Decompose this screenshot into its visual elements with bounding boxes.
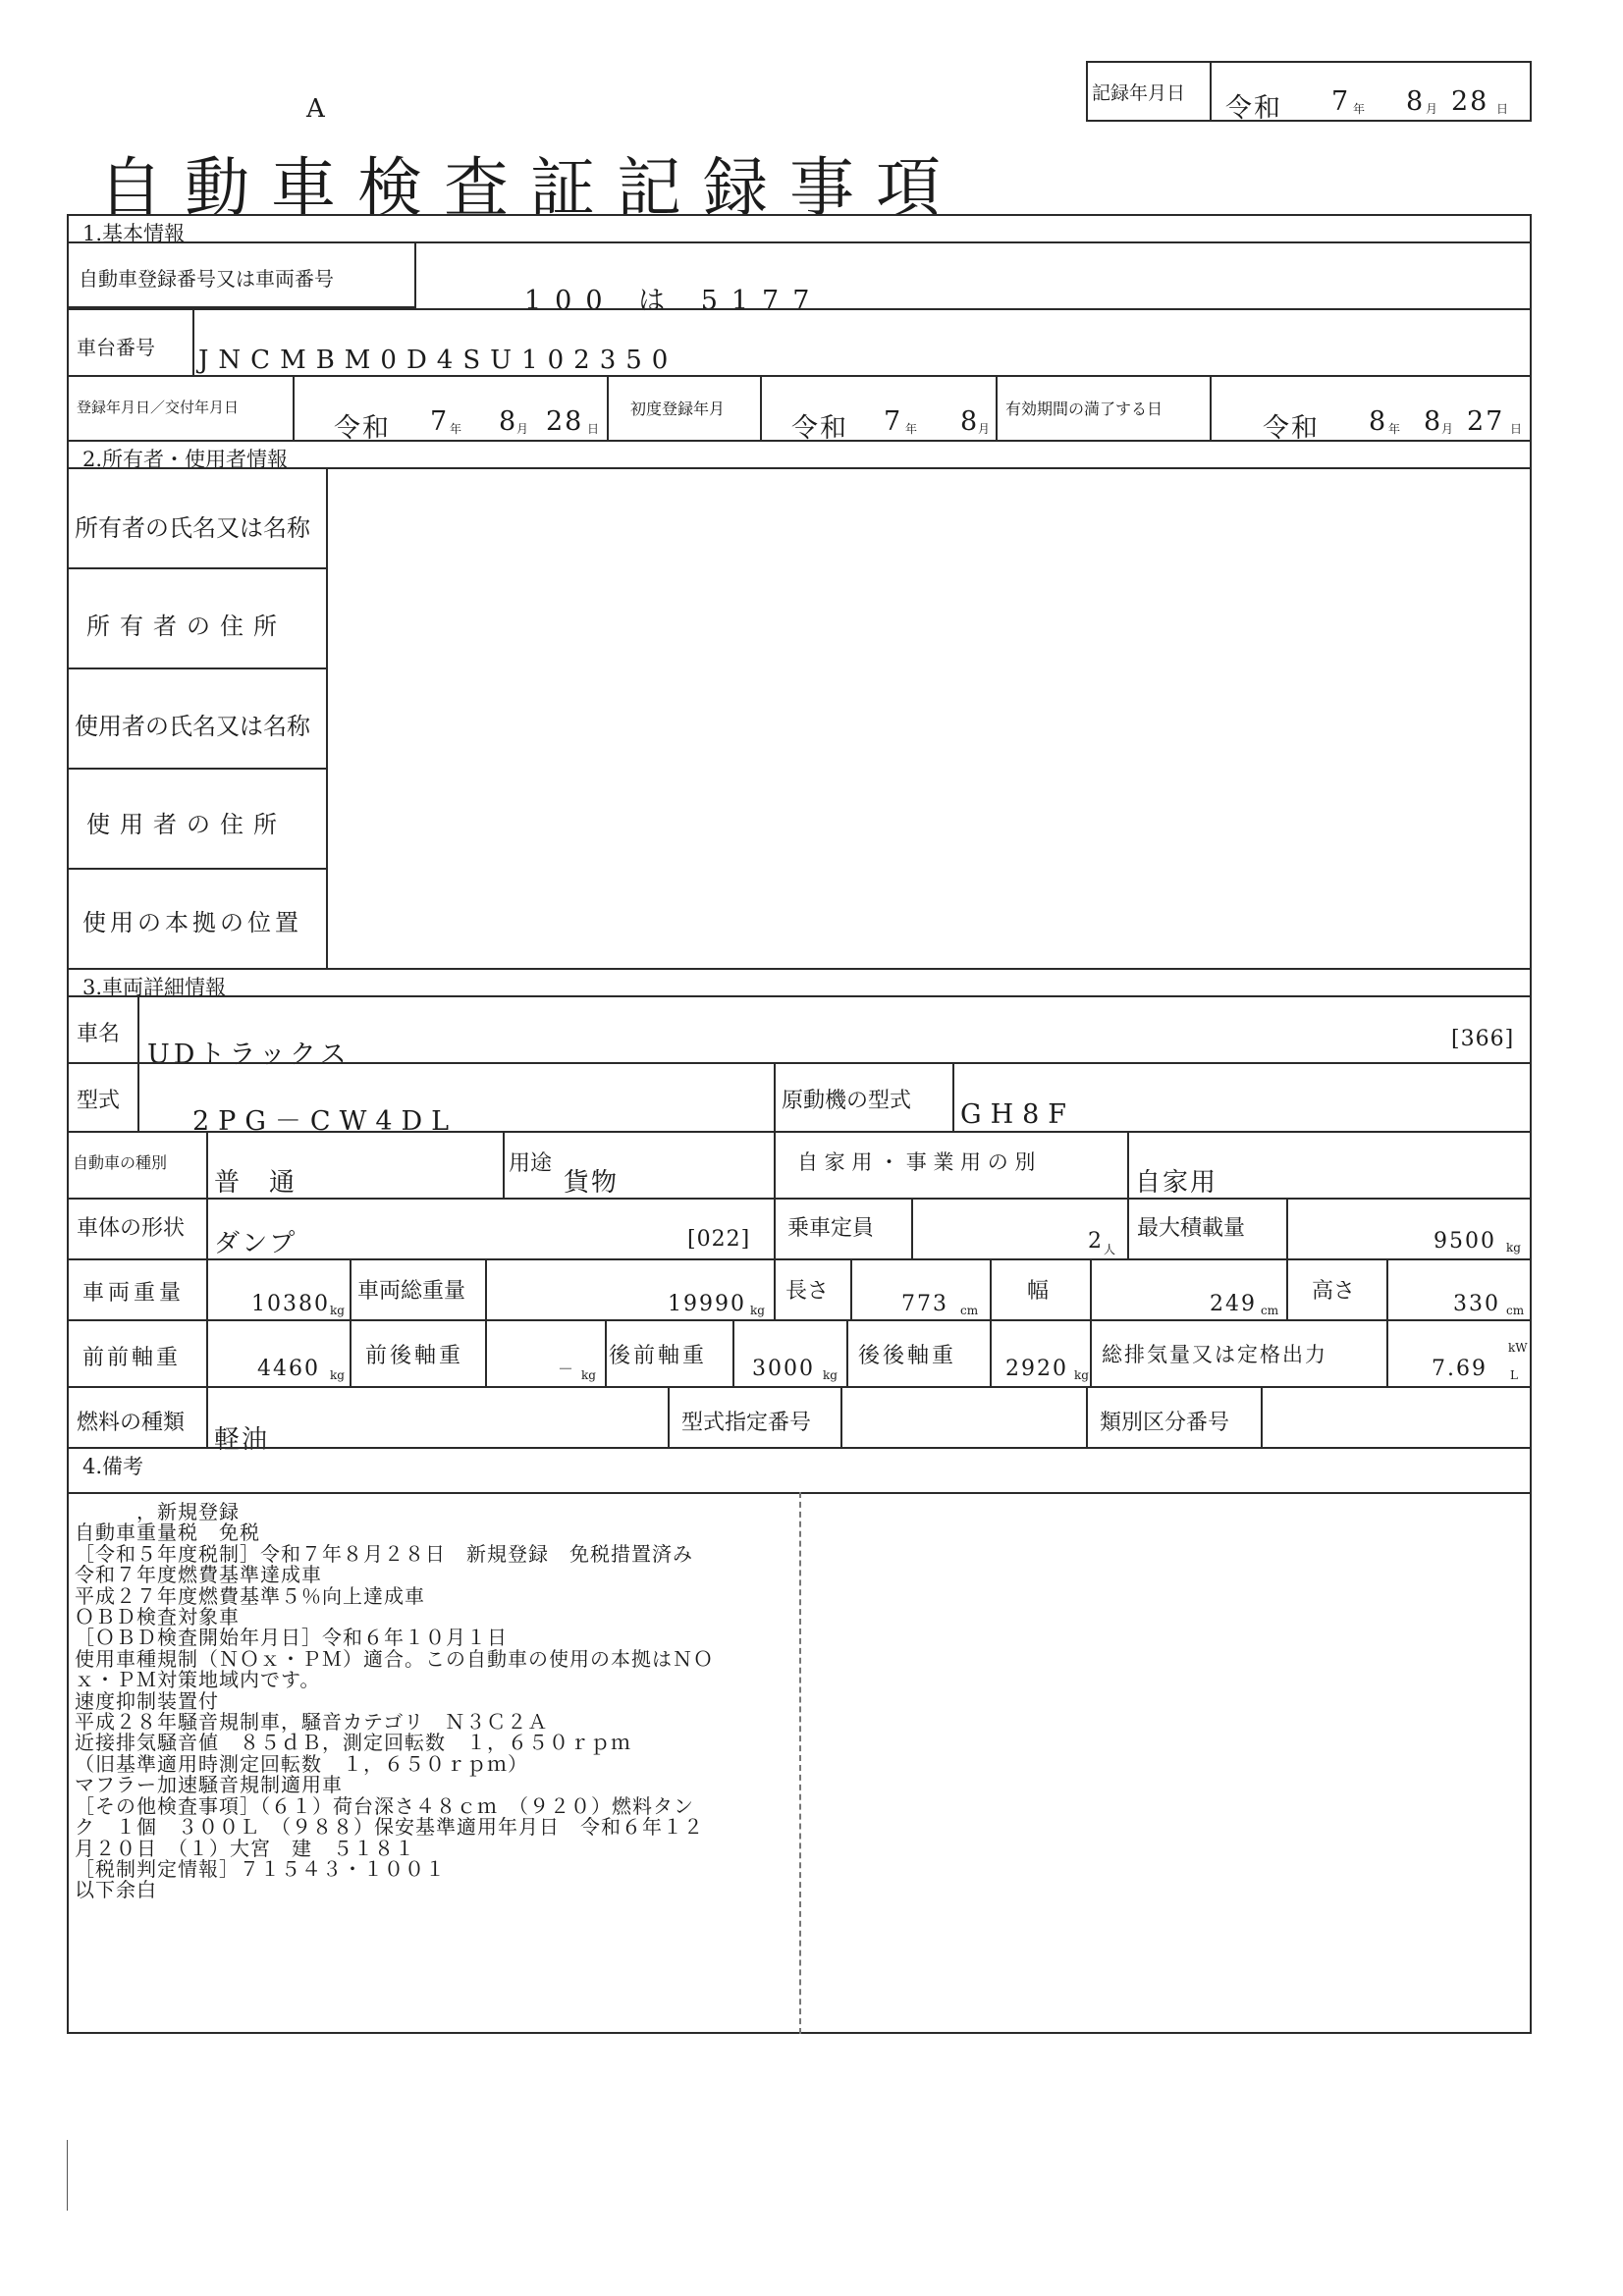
section-vehicle: 3.車両詳細情報 xyxy=(82,976,227,999)
car-name-code: [366] xyxy=(1451,1027,1515,1051)
user-name-label: 使用者の氏名又は名称 xyxy=(75,713,310,740)
remarks-line: マフラー加速騒音規制適用車 xyxy=(75,1773,343,1797)
section-owner: 2.所有者・使用者情報 xyxy=(82,448,289,471)
record-date-day: 28 xyxy=(1451,86,1489,117)
remarks-line: 使用車種規制（ＮＯｘ・ＰＭ）適合。この自動車の使用の本拠はＮＯ xyxy=(75,1646,714,1671)
reg-number-label: 自動車登録番号又は車両番号 xyxy=(79,267,334,291)
expiry-label: 有効期間の満了する日 xyxy=(1005,400,1163,418)
front-front-axle-label: 前前軸重 xyxy=(82,1346,182,1370)
regdate-label: 登録年月日／交付年月日 xyxy=(77,399,240,416)
front-rear-axle-label: 前後軸重 xyxy=(365,1344,464,1368)
body-label: 車体の形状 xyxy=(77,1216,186,1241)
use-value: 貨物 xyxy=(564,1168,620,1198)
remarks-line: ［税制判定情報］７１５４３・１００１ xyxy=(75,1856,446,1881)
gross-weight-label: 車両総重量 xyxy=(357,1279,466,1304)
record-date-year: 7 xyxy=(1331,86,1351,117)
car-name-label: 車名 xyxy=(77,1022,121,1046)
remarks-line: 速度抑制装置付 xyxy=(75,1688,219,1713)
weight-value: 10380 xyxy=(251,1292,330,1316)
remarks-line: ［ＯＢＤ検査開始年月日］令和６年１０月１日 xyxy=(75,1626,508,1650)
record-date-month: 8 xyxy=(1406,86,1426,117)
engine-label: 原動機の型式 xyxy=(782,1089,912,1113)
private-value: 自家用 xyxy=(1135,1168,1218,1198)
chassis-value: JNCMBM0D4SU102350 xyxy=(198,346,678,375)
reg-number-value: 100 は 5177 xyxy=(524,286,824,316)
remarks-line: 以下余白 xyxy=(75,1878,157,1902)
fuel-value: 軽油 xyxy=(214,1425,270,1455)
remarks-line: 月２０日 （１）大宮 建 ５１８１ xyxy=(75,1836,415,1860)
user-address-label: 使用者の住所 xyxy=(86,811,287,838)
model-value: 2PG－CW4DL xyxy=(192,1106,459,1137)
remarks-line: 自動車重量税 免税 xyxy=(75,1521,260,1545)
weight-label: 車両重量 xyxy=(82,1281,186,1306)
document-mark: A xyxy=(306,94,325,124)
remarks-line: ＯＢＤ検査対象車 xyxy=(75,1605,240,1629)
use-label: 用途 xyxy=(509,1151,553,1176)
gross-weight-value: 19990 xyxy=(668,1292,746,1316)
height-value: 330 xyxy=(1453,1292,1500,1316)
rear-rear-axle-value: 2920 xyxy=(1005,1357,1068,1381)
remarks-line: ［令和５年度税制］令和７年８月２８日 新規登録 免税措置済み xyxy=(75,1541,693,1566)
private-label: 自 家 用 ・ 事 業 用 の 別 xyxy=(797,1150,1036,1174)
rear-front-axle-value: 3000 xyxy=(752,1357,815,1381)
base-location-label: 使用の本拠の位置 xyxy=(82,909,302,936)
record-date-label: 記録年月日 xyxy=(1092,82,1186,104)
remarks-line: 近接排気騒音値 ８５ｄＢ，測定回転数 １，６５０ｒｐｍ xyxy=(75,1731,631,1755)
margin-mark xyxy=(67,2140,68,2211)
maxload-label: 最大積載量 xyxy=(1137,1216,1246,1241)
rear-rear-axle-label: 後後軸重 xyxy=(858,1344,957,1368)
capacity-value: 2 xyxy=(1088,1229,1104,1254)
front-front-axle-value: 4460 xyxy=(257,1357,320,1381)
body-value: ダンプ xyxy=(214,1229,298,1258)
body-code: [022] xyxy=(687,1227,751,1252)
remarks-line: 令和７年度燃費基準達成車 xyxy=(75,1563,322,1587)
model-label: 型式 xyxy=(77,1089,121,1113)
remarks-line: （旧基準適用時測定回転数 １，６５０ｒｐｍ） xyxy=(75,1751,528,1776)
length-label: 長さ xyxy=(785,1279,830,1304)
displacement-label: 総排気量又は定格出力 xyxy=(1102,1343,1327,1366)
front-rear-axle-value: － xyxy=(558,1360,576,1378)
rear-front-axle-label: 後前軸重 xyxy=(609,1344,708,1368)
class-number-label: 類別区分番号 xyxy=(1100,1411,1230,1435)
document-title: 自動車検査証記録事項 xyxy=(98,150,962,226)
remarks-line: ，新規登録 xyxy=(75,1500,240,1523)
width-value: 249 xyxy=(1210,1292,1257,1316)
kind-label: 自動車の種別 xyxy=(73,1153,168,1172)
height-label: 高さ xyxy=(1312,1279,1356,1304)
width-label: 幅 xyxy=(1027,1279,1050,1304)
section-basic: 1.基本情報 xyxy=(82,222,186,245)
section-remarks: 4.備考 xyxy=(82,1455,144,1478)
chassis-label: 車台番号 xyxy=(77,336,155,359)
owner-address-label: 所有者の住所 xyxy=(86,613,287,640)
record-date-era: 令和 xyxy=(1225,93,1282,124)
maxload-value: 9500 xyxy=(1434,1229,1496,1254)
fuel-label: 燃料の種類 xyxy=(77,1411,186,1435)
remarks-line: ク １個 ３００Ｌ （９８８）保安基準適用年月日 令和６年１２ xyxy=(75,1815,704,1840)
remarks-line: ｘ・ＰＭ対策地域内です。 xyxy=(75,1668,321,1692)
firstreg-label: 初度登録年月 xyxy=(630,400,726,418)
owner-name-label: 所有者の氏名又は名称 xyxy=(75,514,310,542)
car-name-value: UDトラックス xyxy=(147,1040,351,1070)
remarks-line: 平成２８年騒音規制車，騒音カテゴリ Ｎ３Ｃ２Ａ xyxy=(75,1710,549,1735)
engine-value: GH8F xyxy=(960,1099,1076,1130)
type-number-label: 型式指定番号 xyxy=(681,1411,812,1435)
capacity-label: 乗車定員 xyxy=(787,1216,875,1241)
remarks-line: 平成２７年度燃費基準５％向上達成車 xyxy=(75,1583,425,1608)
remarks-text xyxy=(75,1502,801,1901)
length-value: 773 xyxy=(901,1292,948,1316)
remarks-line: ［その他検査事項］（６１）荷台深さ４８ｃｍ （９２０）燃料タン xyxy=(75,1793,694,1818)
kind-value: 普 通 xyxy=(214,1168,298,1198)
displacement-value: 7.69 xyxy=(1432,1357,1488,1381)
